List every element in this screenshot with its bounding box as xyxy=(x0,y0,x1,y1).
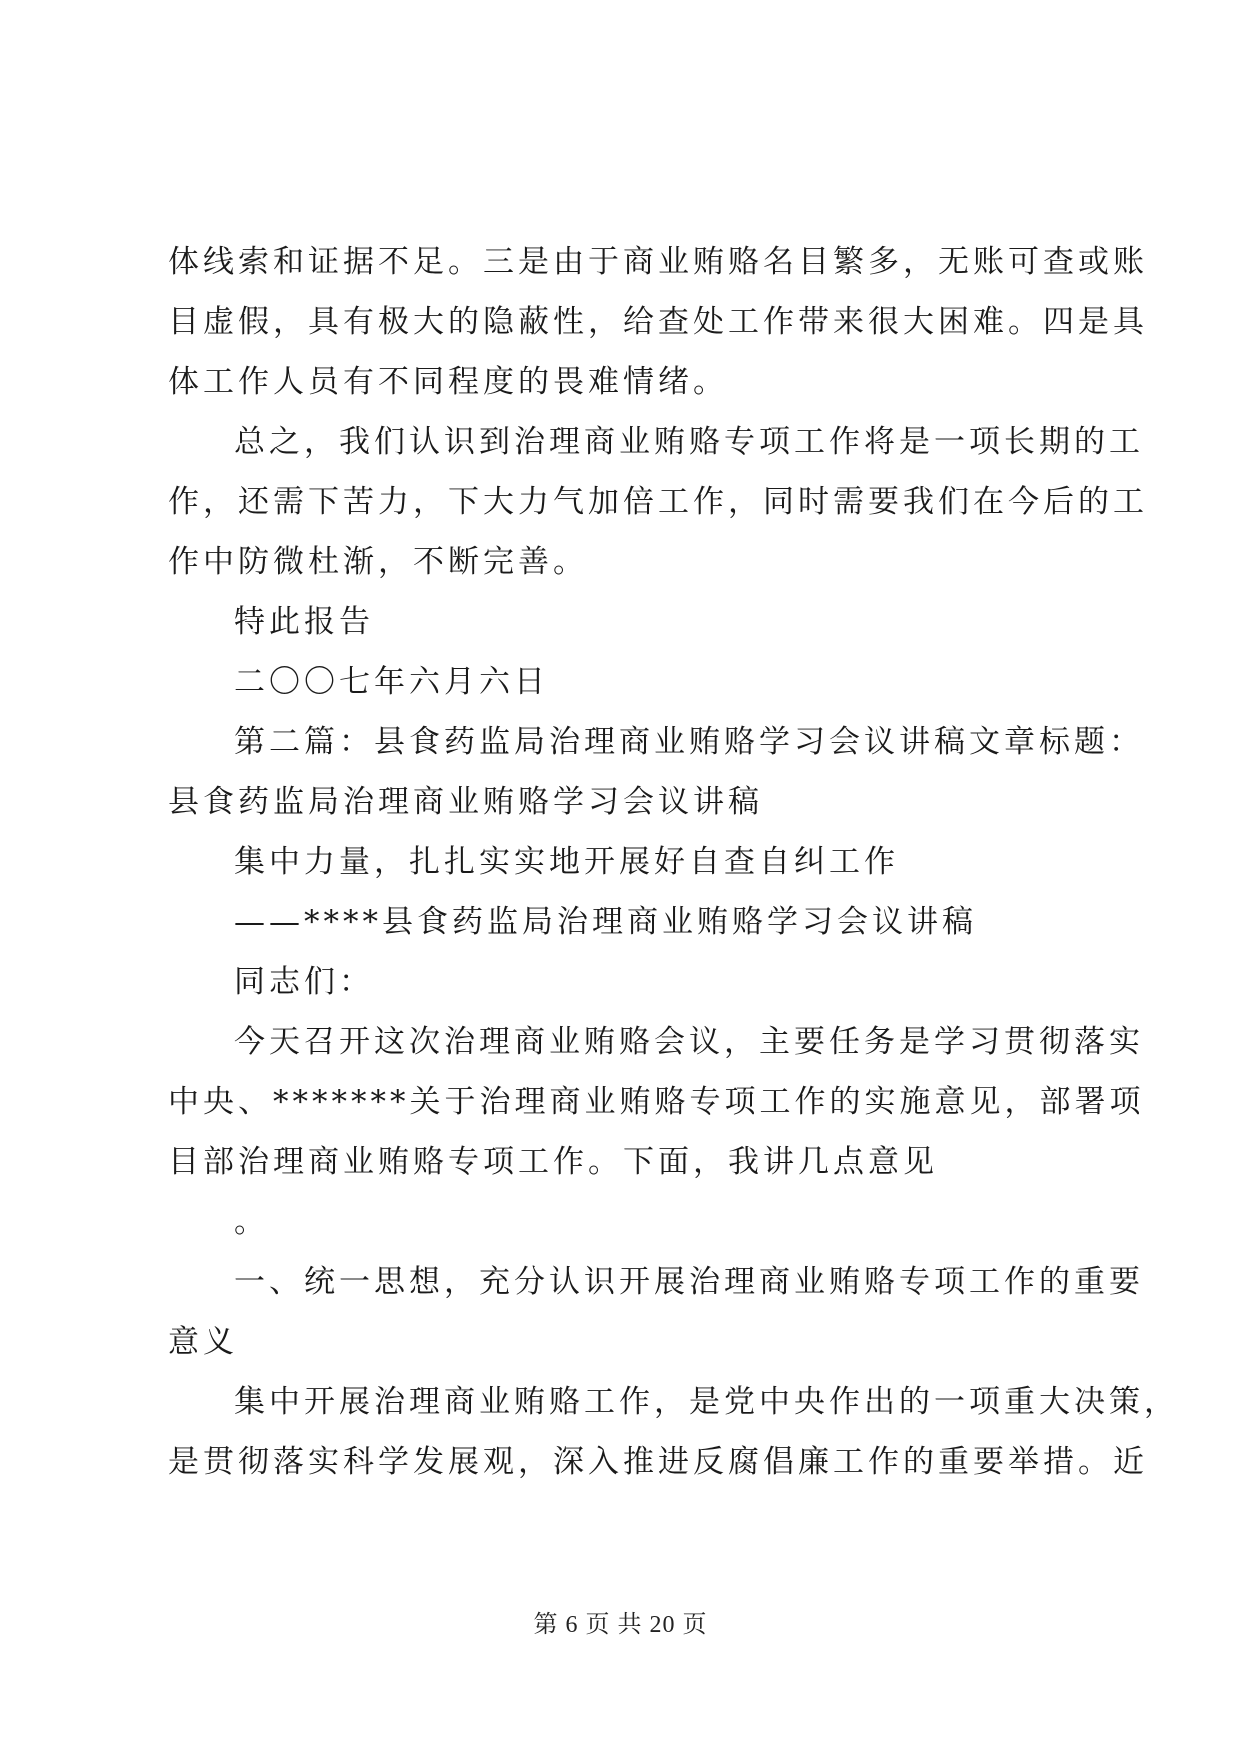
numbered-heading-continued: 意义 xyxy=(168,1324,238,1360)
text-line: 体线索和证据不足。三是由于商业贿赂名目繁多，无账可查或账 xyxy=(168,244,1148,280)
closing-phrase: 特此报告 xyxy=(234,604,374,640)
section-heading-continued: 县食药监局治理商业贿赂学习会议讲稿 xyxy=(168,784,763,820)
text-line: 体工作人员有不同程度的畏难情绪。 xyxy=(168,364,728,400)
text-line: 是贯彻落实科学发展观，深入推进反腐倡廉工作的重要举措。近 xyxy=(168,1444,1148,1480)
page-number-footer: 第 6 页 共 20 页 xyxy=(533,1612,708,1638)
text-line: 作，还需下苦力，下大力气加倍工作，同时需要我们在今后的工 xyxy=(168,484,1148,520)
numbered-heading: 一、统一思想，充分认识开展治理商业贿赂专项工作的重要 xyxy=(234,1264,1144,1300)
text-line: 总之，我们认识到治理商业贿赂专项工作将是一项长期的工 xyxy=(234,424,1144,460)
text-line: 中央、*******关于治理商业贿赂专项工作的实施意见，部署项 xyxy=(168,1084,1145,1120)
text-line: 作中防微杜渐，不断完善。 xyxy=(168,544,588,580)
text-line: 。 xyxy=(234,1204,269,1240)
section-heading: 第二篇：县食药监局治理商业贿赂学习会议讲稿文章标题： xyxy=(234,724,1144,760)
speech-title: 集中力量，扎扎实实地开展好自查自纠工作 xyxy=(234,844,899,880)
text-line: 今天召开这次治理商业贿赂会议，主要任务是学习贯彻落实 xyxy=(234,1024,1144,1060)
report-date: 二〇〇七年六月六日 xyxy=(234,664,549,700)
text-line: 集中开展治理商业贿赂工作，是党中央作出的一项重大决策， xyxy=(234,1384,1179,1420)
text-line: 目虚假，具有极大的隐蔽性，给查处工作带来很大困难。四是具 xyxy=(168,304,1148,340)
text-line: 目部治理商业贿赂专项工作。下面，我讲几点意见 xyxy=(168,1144,938,1180)
speech-subtitle: ——****县食药监局治理商业贿赂学习会议讲稿 xyxy=(234,904,977,940)
salutation: 同志们： xyxy=(234,964,374,1000)
document-body xyxy=(168,232,1179,1492)
